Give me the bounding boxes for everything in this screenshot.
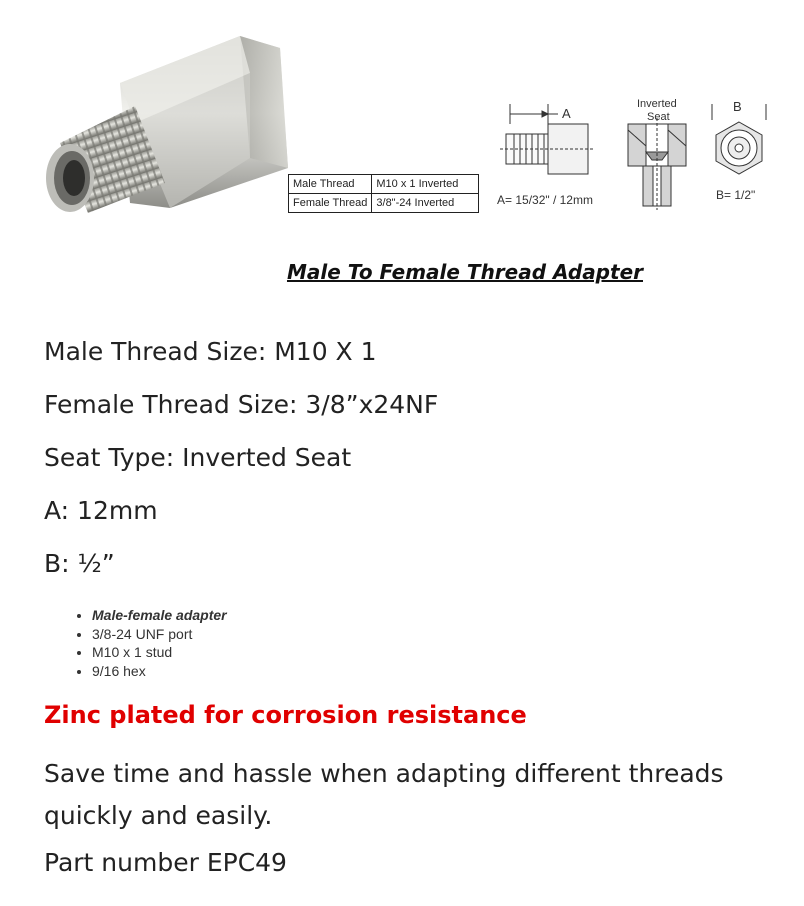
- dimension-b: B: ½”: [44, 549, 115, 578]
- table-cell-label: Male Thread: [289, 175, 372, 194]
- diagram-label-inverted: Inverted: [637, 98, 677, 110]
- list-item: • 9/16 hex: [92, 662, 227, 681]
- zinc-plated-highlight: Zinc plated for corrosion resistance: [44, 701, 527, 729]
- list-item: • Male-female adapter: [92, 606, 227, 625]
- thread-spec-table: [288, 174, 479, 213]
- product-photo: [40, 28, 300, 218]
- table-row: [289, 194, 479, 213]
- dimension-a: A: 12mm: [44, 496, 158, 525]
- feature-list: [64, 606, 227, 680]
- diagram-label-seat: Seat: [647, 111, 670, 123]
- list-item: • 3/8-24 UNF port: [92, 625, 227, 644]
- list-item: • M10 x 1 stud: [92, 643, 227, 662]
- diagram-label-a: A: [562, 106, 571, 121]
- part-number: Part number EPC49: [44, 848, 287, 877]
- diagram-dimension-a: A= 15/32" / 12mm: [497, 193, 593, 207]
- table-cell-label: Female Thread: [289, 194, 372, 213]
- table-cell-value: M10 x 1 Inverted: [372, 175, 479, 194]
- table-row: [289, 175, 479, 194]
- diagram-dimension-b: B= 1/2": [716, 188, 756, 202]
- female-thread-size: Female Thread Size: 3/8”x24NF: [44, 390, 439, 419]
- table-cell-value: 3/8"-24 Inverted: [372, 194, 479, 213]
- male-thread-size: Male Thread Size: M10 X 1: [44, 337, 377, 366]
- page-title: Male To Female Thread Adapter: [286, 260, 643, 284]
- diagram-label-b: B: [733, 99, 742, 114]
- seat-type: Seat Type: Inverted Seat: [44, 443, 352, 472]
- description-text: Save time and hassle when adapting different threads quickly and easily.: [44, 759, 724, 830]
